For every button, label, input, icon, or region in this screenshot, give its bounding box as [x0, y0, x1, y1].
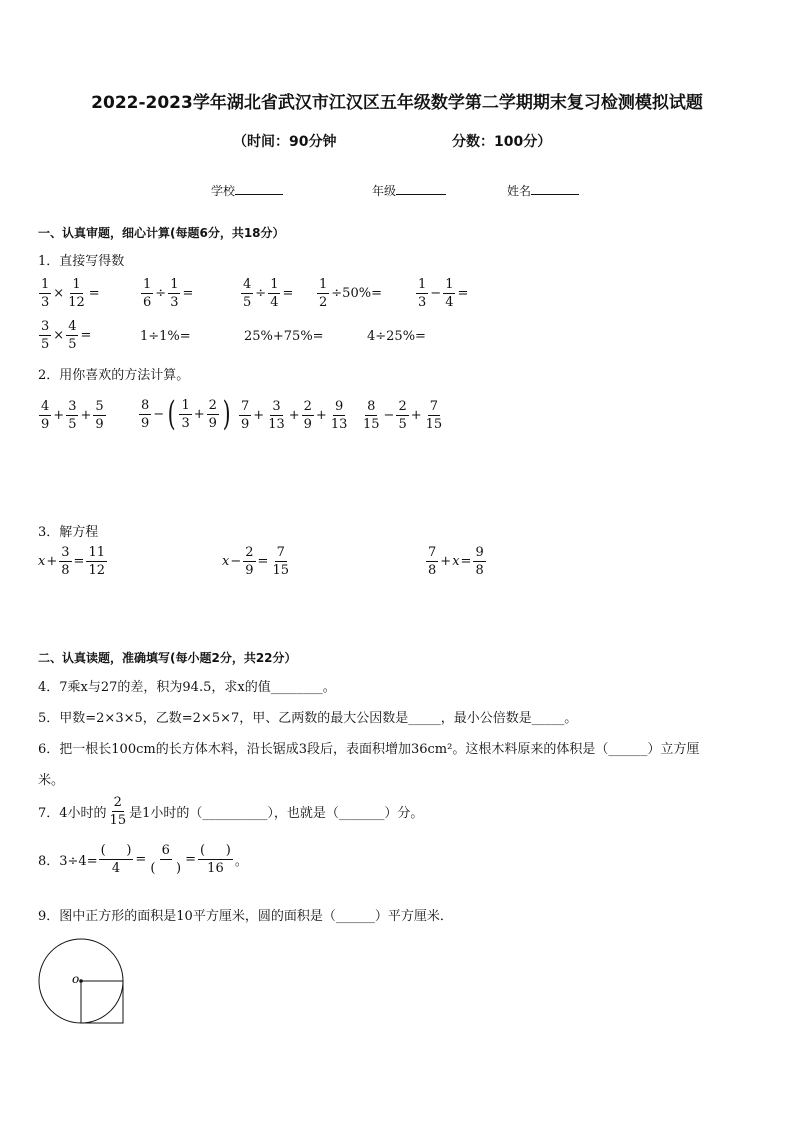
q1-expr-5: $\frac{1}{3}$ − $\frac{1}{4}$ =	[418, 277, 469, 310]
question-1-label: 1．直接写得数	[38, 254, 125, 269]
circle-square-figure	[36, 938, 130, 1028]
q3-equation-2: x − $\frac{2}{9}$ = $\frac{7}{15}$	[222, 545, 289, 578]
question-2-label: 2．用你喜欢的方法计算。	[38, 368, 190, 383]
question-7: 7．4小时的 $\frac{2}{15}$ 是1小时的（__________），也就是（_______）分。	[38, 795, 424, 828]
q1-expr-4: $\frac{1}{2}$ ÷50%=	[319, 277, 382, 310]
question-6-line-1: 6．把一根长100cm的长方体木料，沿长锯成3段后，表面积增加36cm²。这根木料原来的体积是（______）立方厘	[38, 742, 700, 757]
center-point	[79, 979, 83, 983]
question-4: 4．7乘x与27的差，积为94.5，求x的值________。	[38, 680, 336, 695]
q3-equation-3: $\frac{7}{8}$ + x = $\frac{9}{8}$	[428, 545, 484, 578]
q2-expr-2: $\frac{8}{9}$ − ( $\frac{1}{3}$ + $\frac{2}{9}$ )	[141, 394, 231, 434]
q2-expr-3: $\frac{7}{9}$ + $\frac{3}{13}$ + $\frac{2}{9}$ + $\frac{9}{13}$	[241, 399, 348, 432]
grade-field: 年级	[372, 181, 446, 199]
q1-expr-2: $\frac{1}{6}$ ÷ $\frac{1}{3}$ =	[143, 277, 194, 310]
section-1-heading: 一、认真审题，细心计算(每题6分，共18分）	[38, 226, 285, 240]
q2-expr-1: $\frac{4}{9}$ + $\frac{3}{5}$ + $\frac{5}{9}$	[41, 399, 104, 432]
q1-expr-3: $\frac{4}{5}$ ÷ $\frac{1}{4}$ =	[243, 277, 294, 310]
q1-expr-9: 4÷25%=	[367, 329, 426, 344]
q2-expr-4: $\frac{8}{15}$ − $\frac{2}{5}$ + $\frac{7}{15}$	[363, 399, 443, 432]
name-field: 姓名	[507, 181, 579, 199]
question-9: 9．图中正方形的面积是10平方厘米，圆的面积是（______）平方厘米．	[38, 909, 453, 924]
section-2-heading: 二、认真读题，准确填写(每小题2分，共22分）	[38, 651, 297, 665]
exam-score: 分数：100分）	[452, 134, 552, 150]
question-3-label: 3．解方程	[38, 525, 99, 540]
question-8: 8．3÷4= $\frac{( )}{4}$ = $\frac{6}{( )}$ = $\frac{( )}{16}$ 。	[38, 843, 248, 876]
q1-expr-6: $\frac{3}{5}$ × $\frac{4}{5}$ =	[41, 319, 92, 352]
q1-expr-1: $\frac{1}{3}$ × $\frac{1}{12}$ =	[41, 277, 100, 310]
q3-equation-1: x + $\frac{3}{8}$ = $\frac{11}{12}$	[38, 545, 105, 578]
center-label: o	[72, 972, 80, 986]
school-field: 学校	[211, 181, 283, 199]
question-6-line-2: 米。	[38, 773, 65, 788]
exam-time: （时间：90分钟	[233, 134, 337, 150]
q1-expr-8: 25%+75%=	[244, 329, 324, 344]
page-title: 2022-2023学年湖北省武汉市江汉区五年级数学第二学期期末复习检测模拟试题	[91, 93, 703, 113]
q1-expr-7: 1÷1%=	[140, 329, 191, 344]
question-5: 5．甲数=2×3×5，乙数=2×5×7，甲、乙两数的最大公因数是_____，最小公倍数是_____。	[38, 711, 578, 726]
